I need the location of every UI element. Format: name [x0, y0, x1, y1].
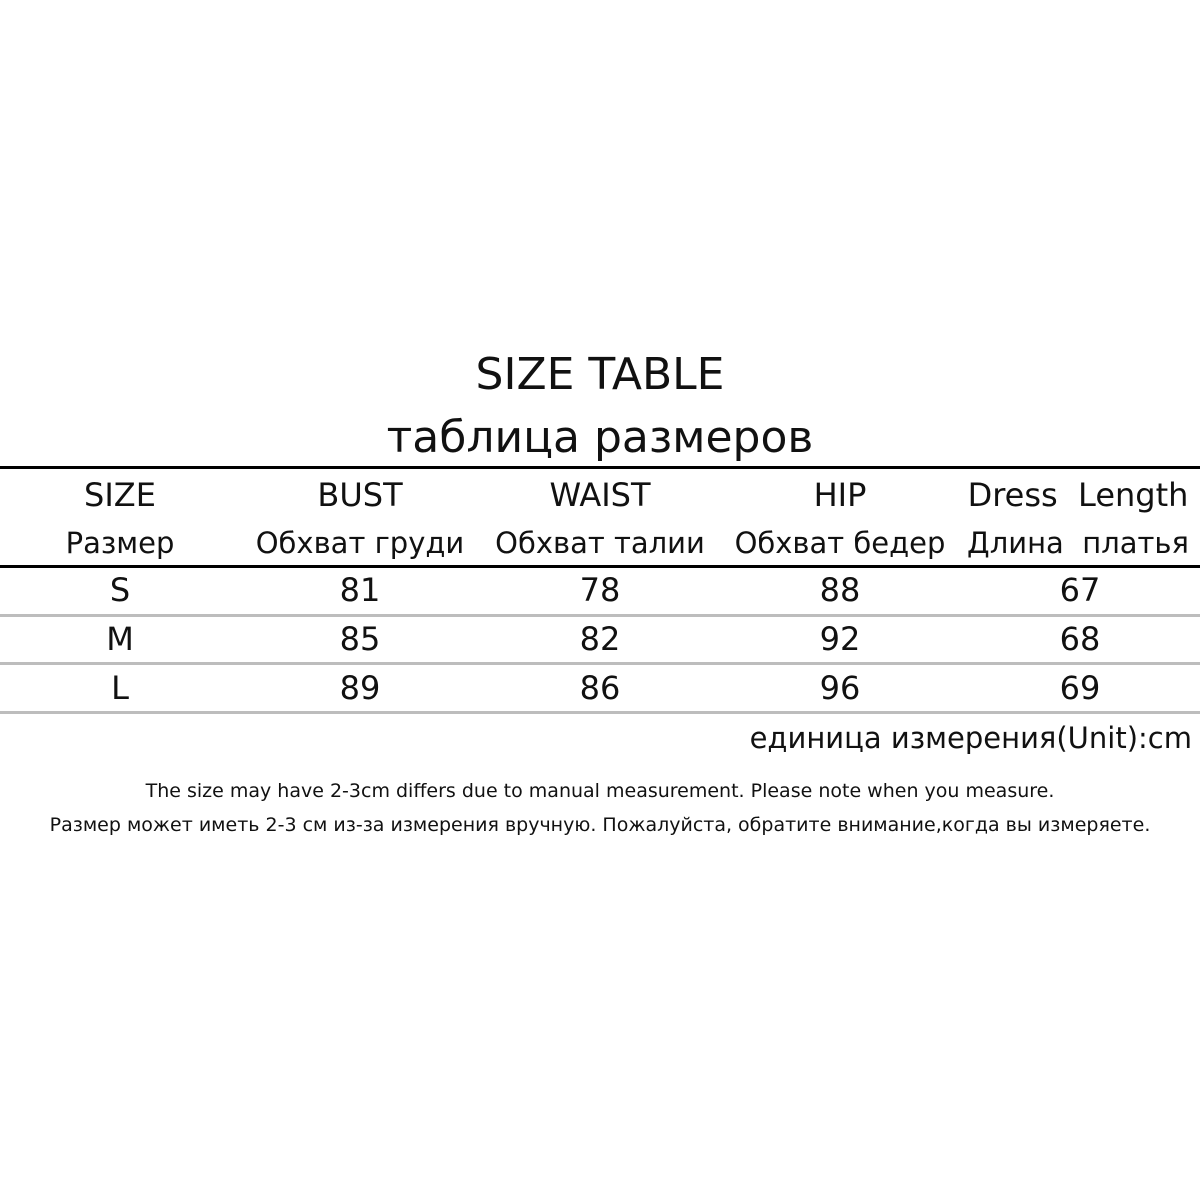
column-header-dress-length-en: Dress Length: [967, 476, 1189, 514]
cell-waist: 86: [579, 669, 621, 707]
cell-size: L: [111, 669, 129, 707]
cell-dress-length: 69: [1059, 669, 1101, 707]
column-header-bust-en: BUST: [317, 476, 403, 514]
column-header-dress-length-ru: Длина платья: [967, 526, 1189, 560]
unit-note: единица измерения(Unit):cm: [749, 721, 1192, 755]
table-top-border: [0, 466, 1200, 469]
cell-size: S: [109, 571, 131, 609]
cell-dress-length: 68: [1059, 620, 1101, 658]
page-subtitle: таблица размеров: [386, 412, 814, 463]
cell-size: M: [106, 620, 134, 658]
cell-waist: 78: [579, 571, 621, 609]
column-header-waist-ru: Обхват талии: [495, 526, 705, 560]
table-bottom-border: [0, 711, 1200, 714]
column-header-size-ru: Размер: [65, 526, 175, 560]
cell-hip: 88: [819, 571, 861, 609]
measurement-note-en: The size may have 2-3cm differs due to manual measurement. Please note when you measure.: [145, 780, 1055, 802]
cell-bust: 89: [339, 669, 381, 707]
cell-waist: 82: [579, 620, 621, 658]
cell-bust: 85: [339, 620, 381, 658]
row-divider: [0, 662, 1200, 665]
cell-hip: 96: [819, 669, 861, 707]
column-header-size-en: SIZE: [84, 476, 156, 514]
cell-bust: 81: [339, 571, 381, 609]
row-divider: [0, 614, 1200, 617]
page-title: SIZE TABLE: [475, 349, 725, 400]
measurement-note-ru: Размер может иметь 2-3 см из-за измерения вручную. Пожалуйста, обратите внимание,когда вы измеряете.: [49, 814, 1151, 836]
column-header-waist-en: WAIST: [549, 476, 651, 514]
header-bottom-border: [0, 565, 1200, 568]
column-header-hip-ru: Обхват бедер: [734, 526, 946, 560]
cell-dress-length: 67: [1059, 571, 1101, 609]
cell-hip: 92: [819, 620, 861, 658]
column-header-bust-ru: Обхват груди: [255, 526, 465, 560]
column-header-hip-en: HIP: [813, 476, 867, 514]
